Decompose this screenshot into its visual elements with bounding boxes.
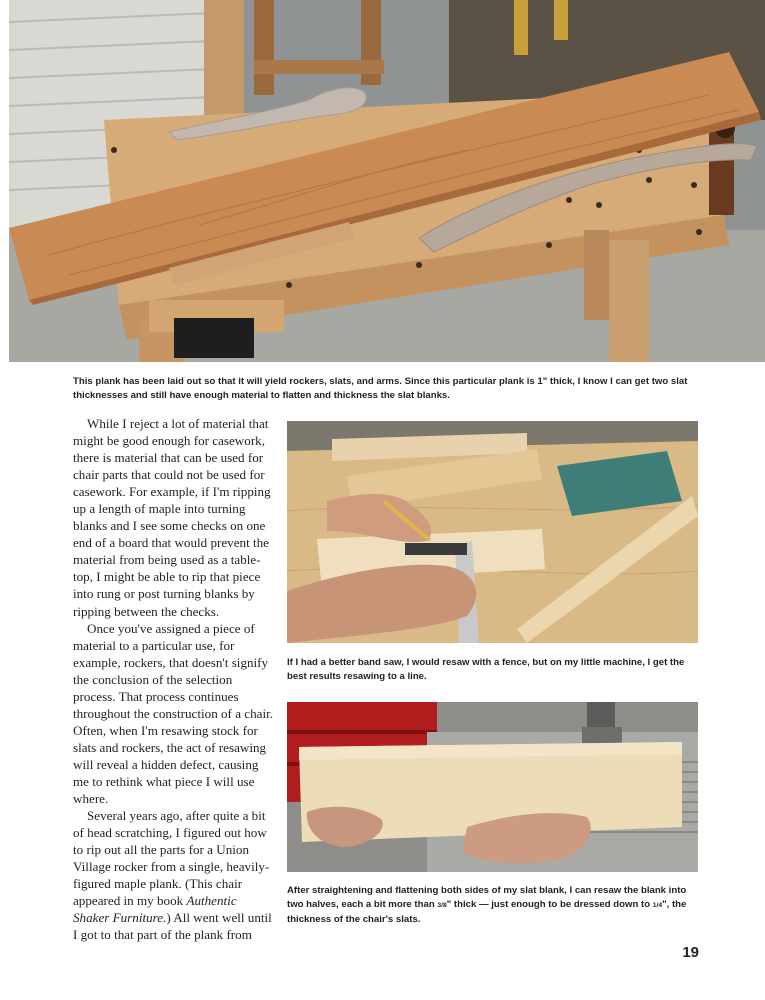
body-paragraph-3-end: ) All went well until I got to that part of the plank from [73,910,272,943]
top-photo-plank-on-workbench [9,0,765,362]
fraction-three-eighths: 3/8 [437,902,447,909]
book-title: Authentic Shaker Furniture. [73,893,237,926]
body-paragraph-1: While I reject a lot of material that might be good enough for casework, there is material that can be used for chair parts that could not be used for casework. For example, if I'm ripping up a length of maple into turning blanks and I see some checks on one end of a board that would prevent the material from being used as a table-top, I might be able to rip that piece into rung or post turning blanks by ripping between the checks. [73,416,271,619]
bottom-photo-caption [287,884,699,927]
middle-photo-caption: If I had a better band saw, I would resaw with a fence, but on my little machine, I get the best results resawing to a line. [287,657,685,682]
middle-photo-marking-line [287,421,698,643]
top-photo-caption: This plank has been laid out so that it will yield rockers, slats, and arms. Since this particular plank is 1" thick, I know I can get two slat thicknesses and still have enough material to flatten and thickness the slat blanks. [73,376,688,401]
body-text-column [73,415,273,943]
bottom-caption-part-3: ", the thickness of the chair's slats. [287,899,687,925]
page-number: 19 [682,944,699,961]
bottom-photo-resawing [287,702,698,872]
fraction-one-quarter: 1/4 [652,902,663,909]
bottom-caption-part-1: After straightening and flattening both sides of my slat blank, I can resaw the blank into two halves, each a bit more than [287,885,687,910]
bottom-caption-part-2: " thick — just enough to be dressed down to [446,899,653,910]
body-paragraph-3-start: Several years ago, after quite a bit of head scratching, I figured out how to rip out all the parts for a Union Village rocker from a single, heavily-figured maple plank. (This chair appeared in my book [73,808,270,909]
body-paragraph-2: Once you've assigned a piece of material to a particular use, for example, rockers, that doesn't signify the conclusion of the selection process. That process continues throughout the construction of a chair. Often, when I'm resawing stock for slats and rockers, the act of resawing will reveal a hidden defect, causing me to rethink what piece I will use where. [73,620,273,807]
body-paragraph-3 [73,807,273,943]
